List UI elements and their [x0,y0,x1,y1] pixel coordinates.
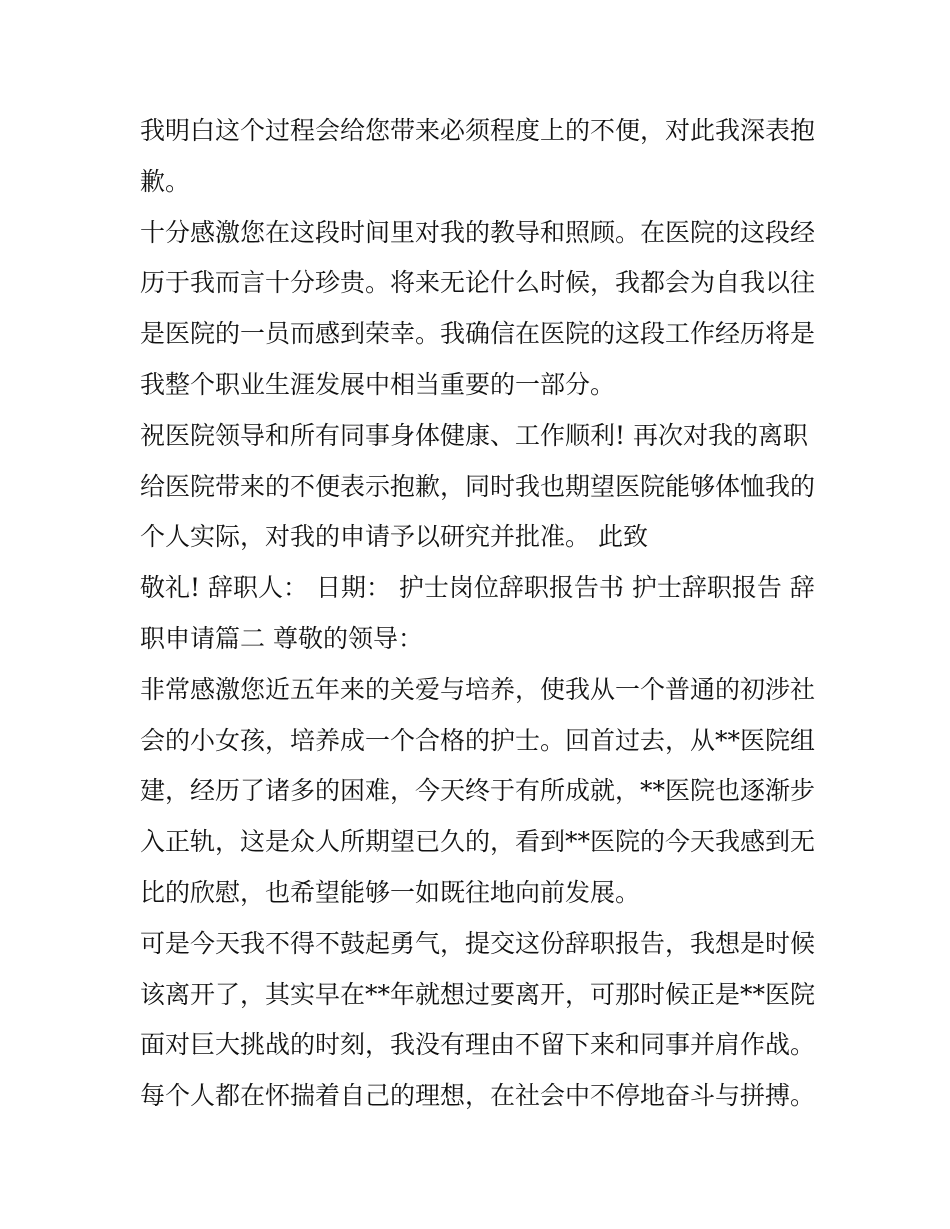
text-line: 比的欣慰，也希望能够一如既往地向前发展。 [140,877,641,907]
text-line: 我明白这个过程会给您带来必须程度上的不便，对此我深表抱 [140,116,816,145]
text-line: 个人实际，对我的申请予以研究并批准。 此致 [140,522,648,552]
text-line: 非常感激您近五年来的关爱与培养，使我从一个普通的初涉社 [140,674,816,704]
text-line: 是医院的一员而感到荣幸。我确信在医院的这段工作经历将是 [140,319,816,349]
text-line: 面对巨大挑战的时刻，我没有理由不留下来和同事并肩作战。 [140,1030,816,1060]
text-line: 该离开了，其实早在**年就想过要离开，可那时候正是**医院 [140,979,816,1009]
text-line: 给医院带来的不便表示抱歉，同时我也期望医院能够体恤我的 [140,471,816,501]
text-line: 可是今天我不得不鼓起勇气，提交这份辞职报告，我想是时候 [140,928,816,958]
text-line: 十分感激您在这段时间里对我的教导和照顾。在医院的这段经 [140,217,816,247]
text-line: 历于我而言十分珍贵。将来无论什么时候，我都会为自我以往 [140,268,816,298]
text-line: 敬礼! 辞职人： 日期： 护士岗位辞职报告书 护士辞职报告 辞 [140,573,815,603]
document-body [140,106,820,1122]
text-line: 入正轨，这是众人所期望已久的，看到**医院的今天我感到无 [140,827,816,857]
text-line: 职申请篇二 尊敬的领导： [140,623,423,653]
text-line: 每个人都在怀揣着自己的理想，在社会中不停地奋斗与拼搏。 [140,1081,816,1111]
text-line: 祝医院领导和所有同事身体健康、工作顺利! 再次对我的离职 [140,420,808,450]
text-line: 我整个职业生涯发展中相当重要的一部分。 [140,369,616,399]
text-line: 歉。 [140,166,191,196]
text-line: 会的小女孩，培养成一个合格的护士。回首过去，从**医院组 [140,725,816,755]
text-line: 建，经历了诸多的困难，今天终于有所成就，**医院也逐渐步 [140,776,816,806]
